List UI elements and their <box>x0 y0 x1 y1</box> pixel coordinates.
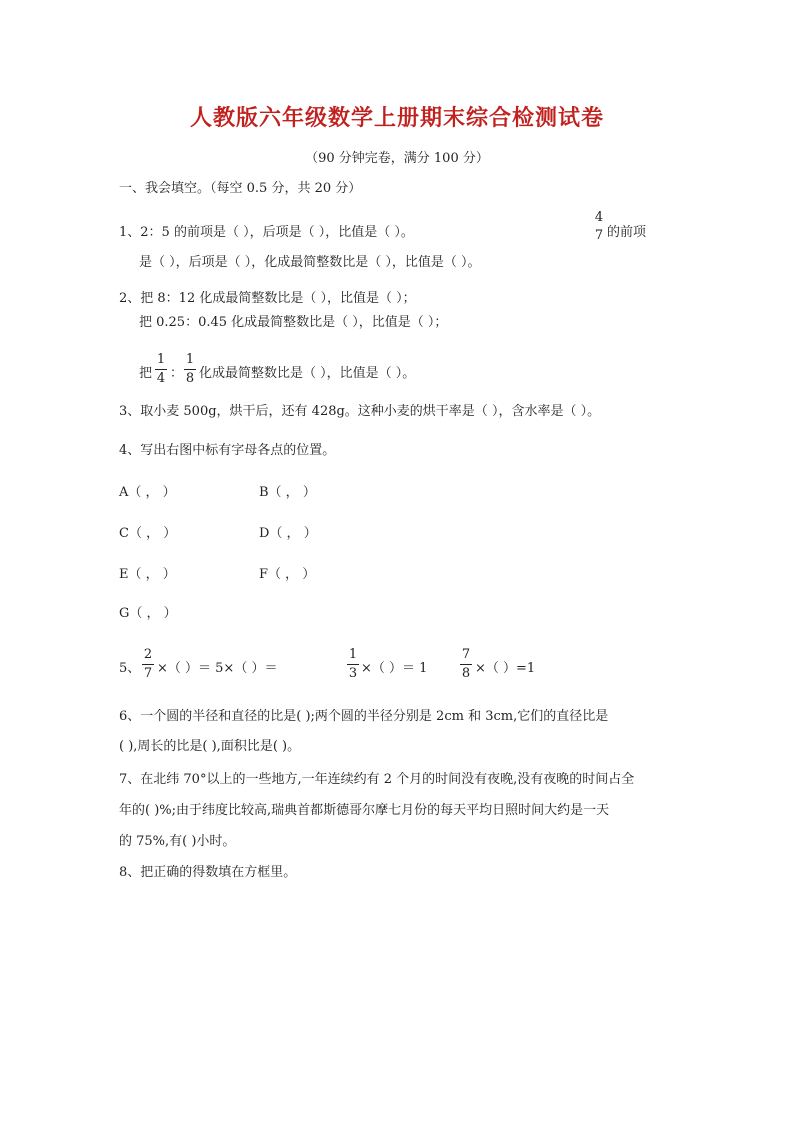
q5-fraction-1 <box>142 648 154 681</box>
q6-line1: 6、一个圆的半径和直径的比是( );两个圆的半径分别是 2cm 和 3cm,它们的直径比是 <box>119 709 609 724</box>
q4-point-b: B（ ， ） <box>259 485 316 500</box>
q3-text: 3、取小麦 500g，烘干后，还有 428g。这种小麦的烘干率是（ ），含水率是（ ）。 <box>119 404 601 419</box>
q5-f3-bar <box>460 664 472 665</box>
q2-line1: 2、把 8：12 化成最简整数比是（ ），比值是（ ）； <box>119 291 416 306</box>
q1-fraction <box>593 211 605 243</box>
q4-point-a: A（ ， ） <box>119 485 176 500</box>
q2-f2-bar <box>184 369 196 370</box>
q2-f2-denominator: 8 <box>185 371 195 386</box>
q5-f1-denominator: 7 <box>143 666 153 681</box>
q7-line2: 年的( )%;由于纬度比较高,瑞典首都斯德哥尔摩七月份的每天平均日照时间大约是一天 <box>119 803 610 818</box>
q1-frac-numerator: 4 <box>594 210 604 225</box>
q5-expr-1: ×（ ）＝ 5×（ ）＝ <box>157 661 278 676</box>
q2-f1-denominator: 4 <box>156 371 166 386</box>
q2-f1-bar <box>155 369 167 370</box>
q5-expr-2: ×（ ）＝ 1 <box>361 661 428 676</box>
q1-line2: 是（ ），后项是（ ），化成最简整数比是（ ），比值是（ ）。 <box>139 255 481 270</box>
q2-line2: 把 0.25：0.45 化成最简整数比是（ ），比值是（ ）； <box>139 315 448 330</box>
q2-line3-prefix: 把 <box>139 366 153 381</box>
q5-f2-bar <box>347 664 359 665</box>
q1-frac-denominator: 7 <box>594 228 604 243</box>
q6-line2: ( ),周长的比是( ),面积比是( )。 <box>119 739 301 754</box>
q5-expr-3: ×（ ）=1 <box>475 661 536 676</box>
q2-fraction-2 <box>184 353 196 386</box>
q2-f1-numerator: 1 <box>156 352 166 367</box>
page-subtitle: （90 分钟完卷，满分 100 分） <box>305 151 489 166</box>
q1-frac-tail: 的前项 <box>607 225 647 240</box>
q5-fraction-2 <box>347 648 359 681</box>
q5-f1-bar <box>142 664 154 665</box>
q5-fraction-3 <box>460 648 472 681</box>
q7-line3: 的 75%,有( )小时。 <box>119 834 236 849</box>
q5-f2-numerator: 1 <box>348 647 358 662</box>
q4-title: 4、写出右图中标有字母各点的位置。 <box>119 443 336 458</box>
section-heading: 一、我会填空。（每空 0.5 分，共 20 分） <box>119 181 362 196</box>
q5-f3-denominator: 8 <box>461 666 471 681</box>
q2-fraction-1 <box>155 353 167 386</box>
q8-text: 8、把正确的得数填在方框里。 <box>119 865 297 880</box>
q2-line3-tail: 化成最简整数比是（ ），比值是（ ）。 <box>199 366 416 381</box>
q2-f2-numerator: 1 <box>185 352 195 367</box>
q4-point-f: F（ ， ） <box>259 567 316 582</box>
q5-f3-numerator: 7 <box>461 647 471 662</box>
q2-colon: ： <box>170 366 184 381</box>
page-title: 人教版六年级数学上册期末综合检测试卷 <box>189 105 604 131</box>
q5-label: 5、 <box>119 661 141 676</box>
q1-line1: 1、2：5 的前项是（ ），后项是（ ），比值是（ ）。 <box>119 225 414 240</box>
q4-point-e: E（ ， ） <box>119 567 176 582</box>
q4-point-g: G（ ， ） <box>119 606 177 621</box>
q4-point-c: C（ ， ） <box>119 526 177 541</box>
q4-point-d: D（ ， ） <box>259 526 317 541</box>
q7-line1: 7、在北纬 70°以上的一些地方,一年连续约有 2 个月的时间没有夜晚,没有夜晚的时间占全 <box>119 772 635 787</box>
q5-f2-denominator: 3 <box>348 666 358 681</box>
q5-f1-numerator: 2 <box>143 647 153 662</box>
